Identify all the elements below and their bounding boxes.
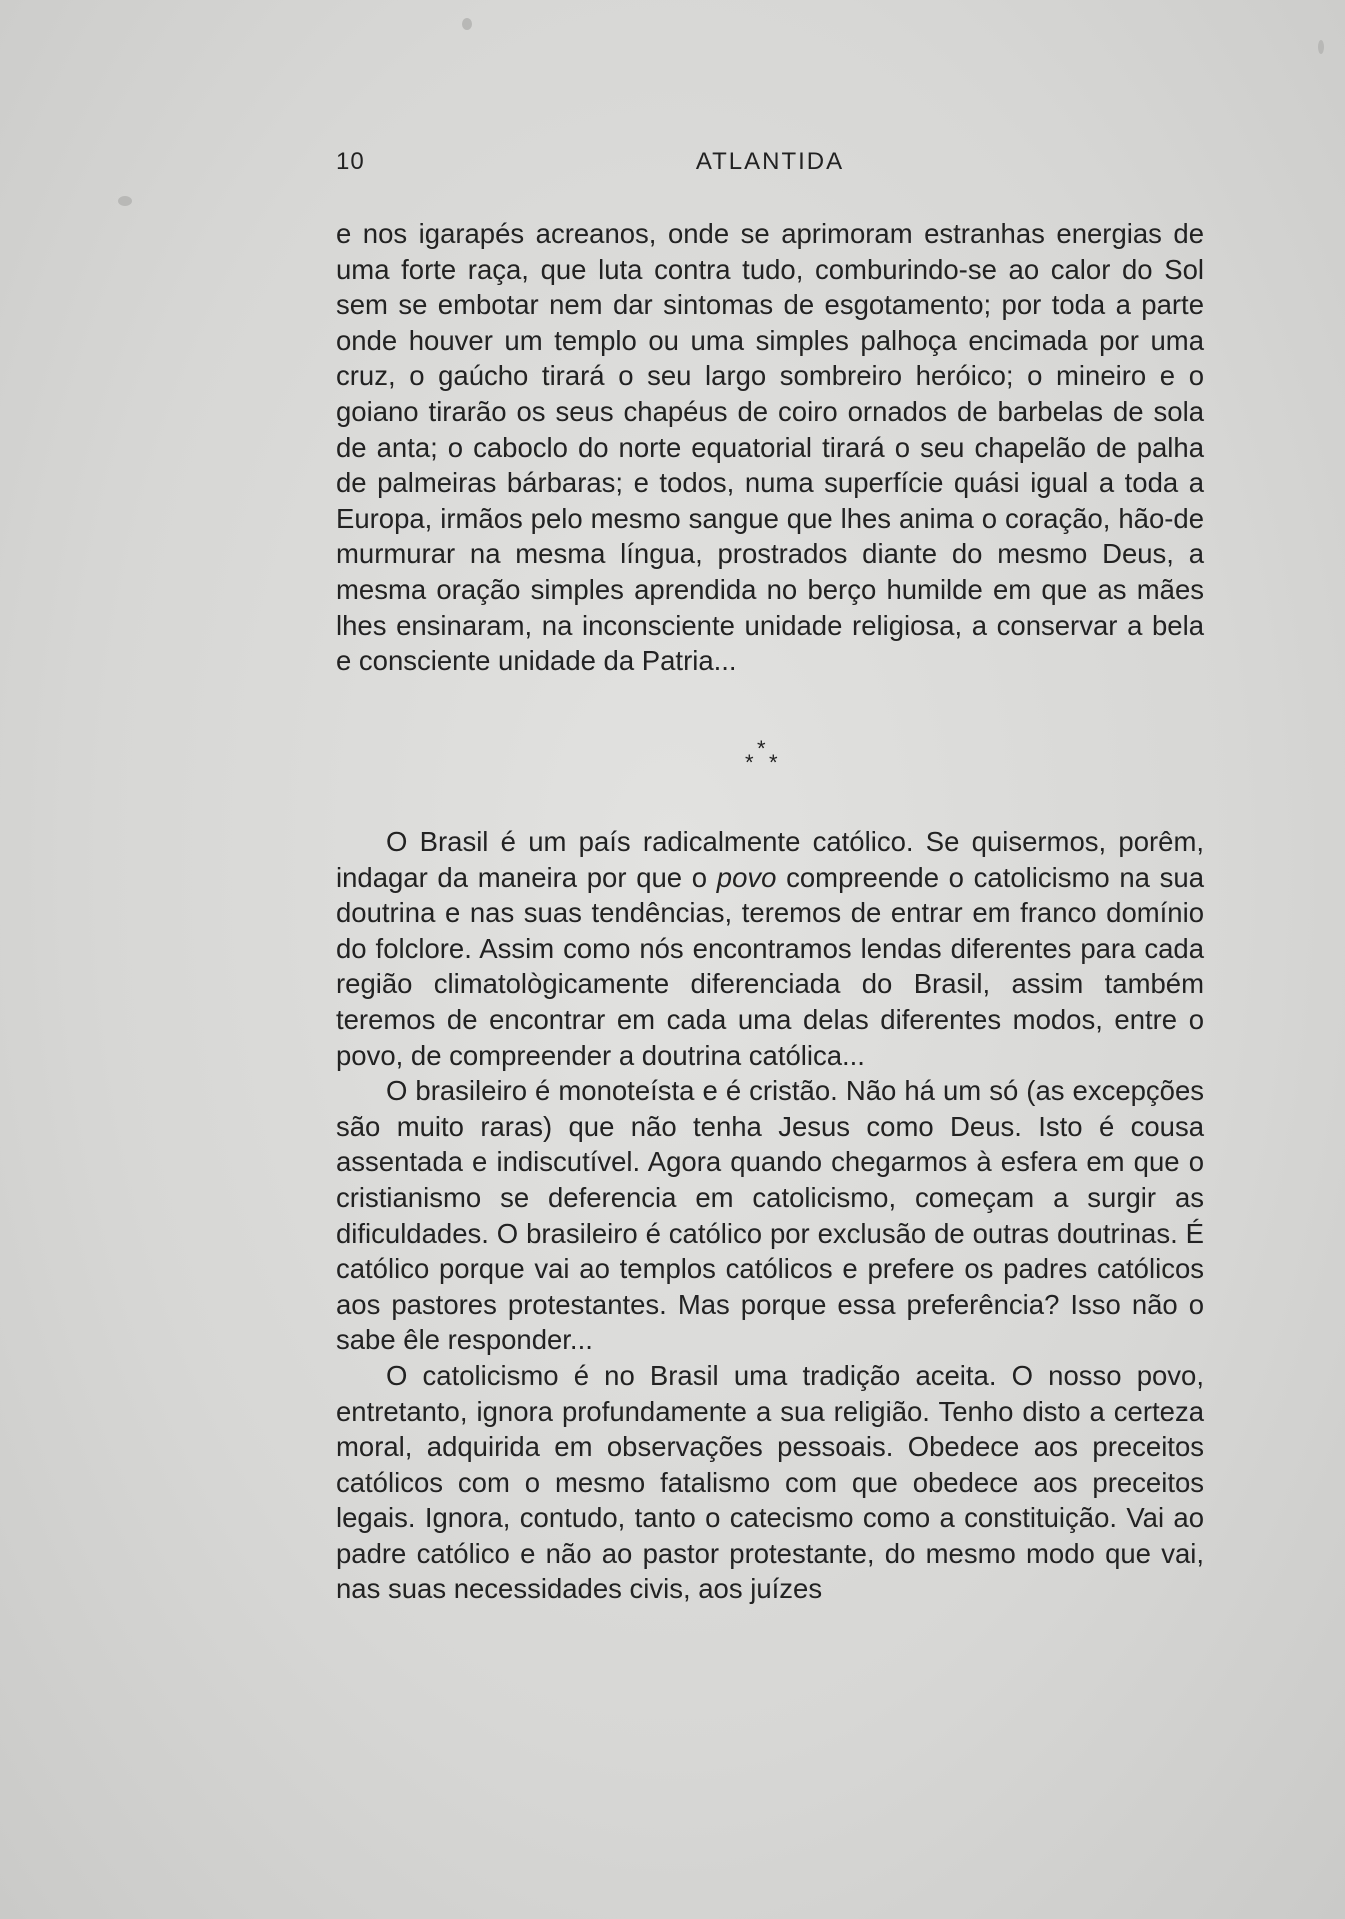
- paragraph-1: e nos igarapés acreanos, onde se aprimoram estranhas energias de uma forte raça, que luta contra tudo, comburindo-se ao calor do Sol sem se embotar nem dar sintomas de esgotamento; por toda a parte onde houver um templo ou uma simples palhoça encimada por uma cruz, o gaúcho tirará o seu largo sombreiro heróico; o mineiro e o goiano tirarão os seus chapéus de coiro ornados de barbelas de sola de anta; o caboclo do norte equatorial tirará o seu chapelão de palha de palmeiras bárbaras; e todos, numa superfície quási igual a toda a Europa, irmãos pelo mesmo sangue que lhes anima o coração, hão-de murmurar na mesma língua, prostrados diante do mesmo Deus, a mesma oração simples aprendida no berço humilde em que as mães lhes ensinaram, na inconsciente unidade religiosa, a conservar a bela e consciente unidade da Patria...: [336, 218, 1204, 677]
- paragraph-2-end: compreende o catolicismo na sua doutrina e nas suas tendências, teremos de entrar em franco domínio do folclore. Assim como nós encontramos lendas diferentes para cada região climatològicamente diferenciada do Brasil, assim também teremos de encontrar em cada uma delas diferentes modos, entre o povo, de compreender a doutrina católica...: [336, 861, 1204, 1071]
- separator-asterisk: *: [757, 736, 766, 761]
- paragraph-2-start: O Brasil é um país radicalmente católico. Se quisermos, porêm, indagar da maneira por que o: [336, 826, 1204, 893]
- page-number: 10: [336, 148, 365, 175]
- paper-speck: [118, 196, 132, 206]
- separator-asterisk: *: [745, 750, 754, 775]
- running-title: ATLANTIDA: [695, 148, 845, 175]
- paper-speck: [1318, 40, 1324, 54]
- paragraph-3: O brasileiro é monoteísta e é cristão. Não há um só (as excepções são muito raras) que não tenha Jesus como Deus. Isto é cousa assentada e indiscutível. Agora quando chegarmos à esfera em que o cristianismo se deferencia em catolicismo, começam a surgir as dificuldades. O brasileiro é católico por exclusão de outras doutrinas. É católico porque vai ao templos católicos e prefere os padres católicos aos pastores protestantes. Mas porque essa preferência? Isso não o sabe êle responder...: [336, 1075, 1204, 1356]
- paragraph-2-emphasis: povo: [716, 861, 777, 893]
- text-block-bottom: [336, 824, 1204, 1607]
- paragraph-2: [336, 824, 1204, 1073]
- text-block-top: [336, 216, 1204, 679]
- section-separator: [740, 738, 790, 788]
- page-header: [336, 148, 1204, 184]
- paragraph-4: O catolicismo é no Brasil uma tradição aceita. O nosso povo, entretanto, ignora profundamente a sua religião. Tenho disto a certeza moral, adquirida em observações pessoais. Obedece aos preceitos católicos com o mesmo fatalismo com que obedece aos preceitos legais. Ignora, contudo, tanto o catecismo como a constituição. Vai ao padre católico e não ao pastor protestante, do mesmo modo que vai, nas suas necessidades civis, aos juízes: [336, 1359, 1204, 1605]
- paper-speck: [462, 18, 472, 30]
- separator-asterisk: *: [769, 750, 778, 775]
